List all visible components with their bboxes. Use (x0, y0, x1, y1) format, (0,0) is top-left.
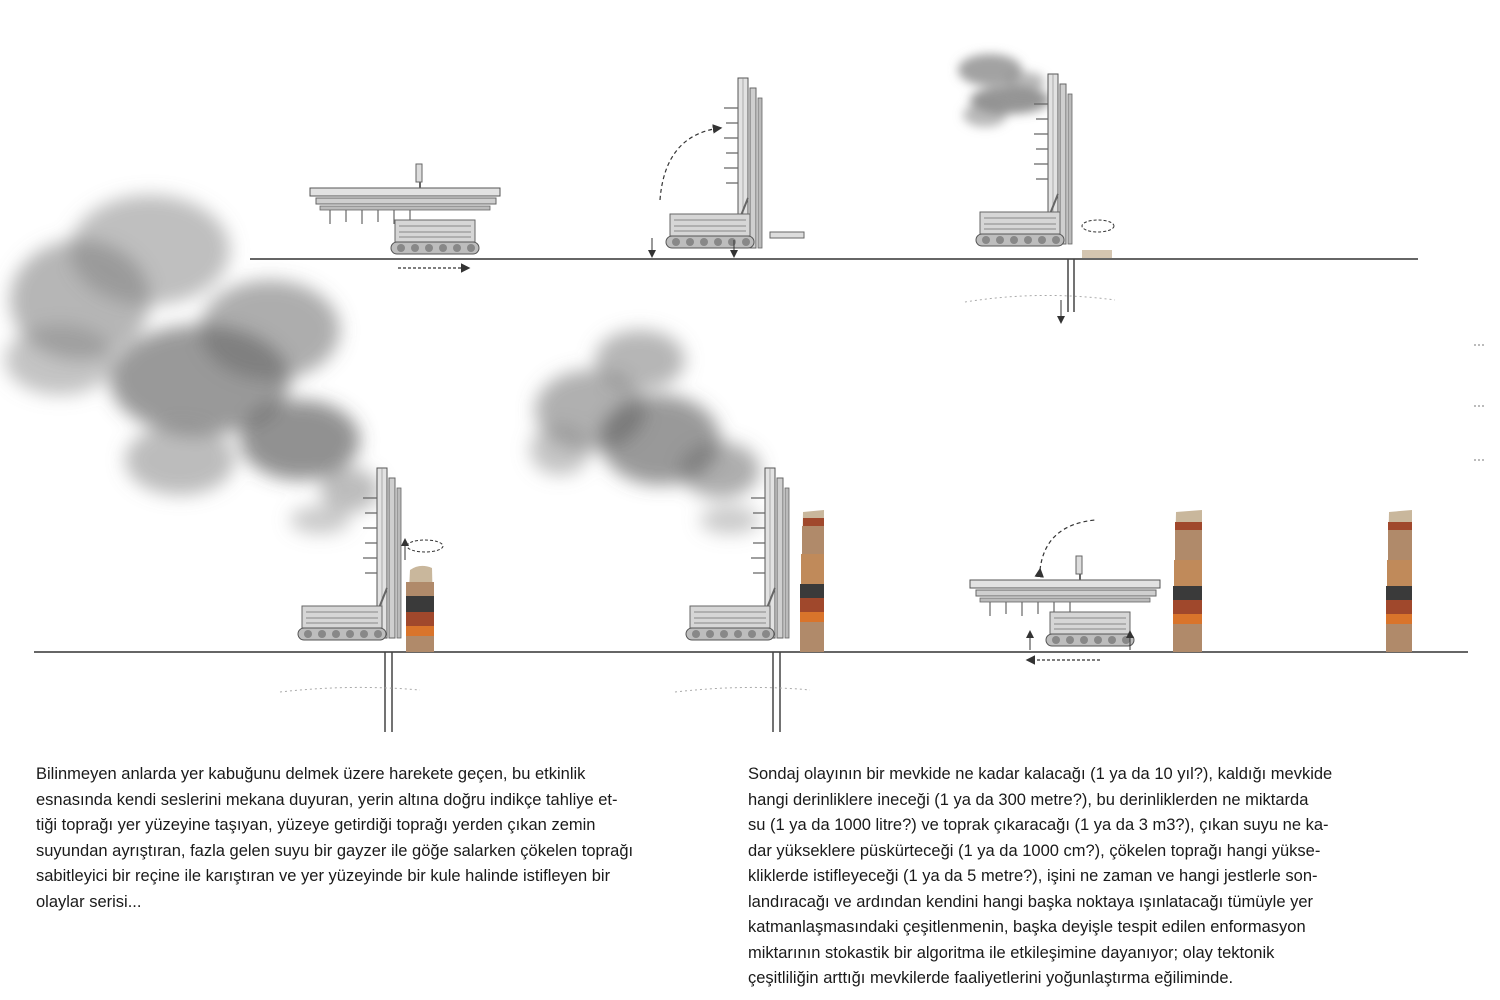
stage-6-departing-rig (970, 510, 1202, 660)
stage-3-drilling-rig (958, 54, 1115, 322)
lower-arc-arrow (1040, 520, 1095, 570)
medium-geyser-smoke (530, 330, 760, 534)
caption-left: Bilinmeyen anlarda yer kabuğunu delmek üzere harekete geçen, bu etkinlik esnasında kendi seslerini mekana duyuran, yerin altına doğru indikçe tahliye et- tiği toprağı yer yüzeyine taşıyan, yüzeye getirdiği toprağı yerden çıkan zemin suyundan ayrıştıran, fazla gelen suyu bir gayzer ile göğe salarken çökelen toprağı sabitleyici bir reçine ile karıştıran ve yer yüzeyinde bir kule halinde istifleyen bir olaylar serisi... (36, 765, 634, 911)
large-geyser-smoke (5, 195, 380, 534)
stage-1-transport-rig (310, 164, 500, 268)
small-geyser-smoke (958, 54, 1050, 127)
caption-right: Sondaj olayının bir mevkide ne kadar kalacağı (1 ya da 10 yıl?), kaldığı mevkide hangi derinliklere ineceği (1 ya da 300 metre?), bu derinliklerden ne miktarda su (1 ya da 1000 litre?) ve toprak çıkaracağı (1 ya da 3 m3?), çıkan suyu ne ka- dar yükseklere püskürteceği (1 ya da 1000 cm?), çökelen toprağı hangi yükse- kliklerde istifleyeceği (1 ya da 5 metre?), işini ne zaman ve hangi jestlerle son- landıracağı ve ardından kendini hangi başka noktaya ışınlatacağı tümüyle yer katmanlaşmasındaki çeşitlenmenin, başka deyişle tespit edilen enformasyon miktarının stokastik bir algoritma ile etkileşimine dayanıyor; olay tektonik çeşitliliğin arttığı mevkilerde faaliyetlerini yoğunlaştırma eğiliminde. (748, 765, 1333, 987)
soil-pile-small (406, 566, 434, 652)
stage-2-mast-raise-rig (652, 78, 804, 256)
soil-column-tall-2 (1173, 510, 1202, 652)
soil-column-tall-1 (800, 510, 824, 652)
stage-5-tall-column-rig (530, 330, 824, 732)
stage-7-remaining-column (1386, 510, 1412, 652)
raise-arc-arrow (660, 128, 720, 200)
margin-ticks (1474, 345, 1486, 460)
